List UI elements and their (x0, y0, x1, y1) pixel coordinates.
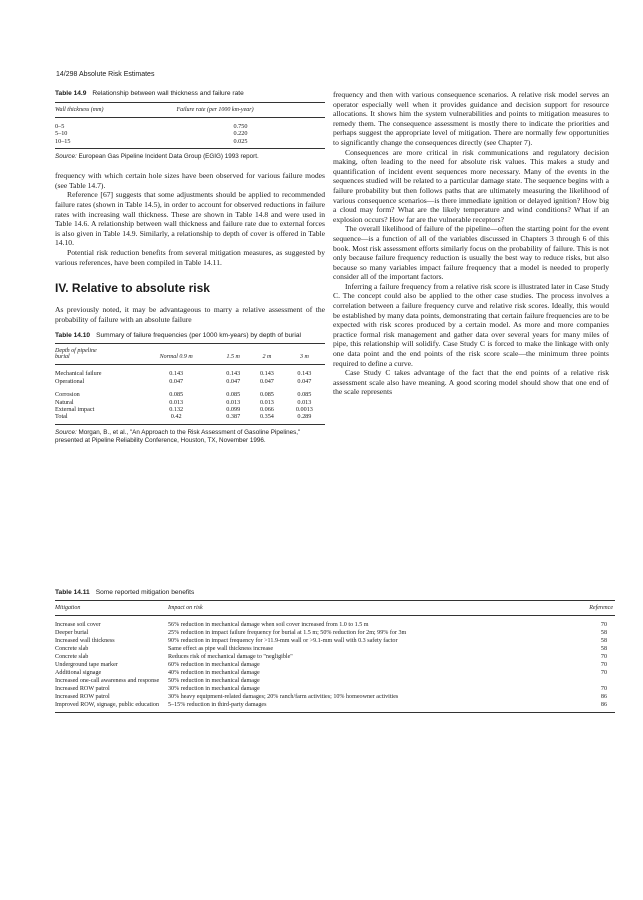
col-header: 1.5 m (226, 354, 240, 361)
table-14-10 (55, 343, 325, 424)
table-14-9-title: Relationship between wall thickness and failure rate (92, 90, 244, 97)
right-column (333, 90, 609, 397)
table-row: Underground tape marker 60% reduction in mechanical damage 70 (55, 662, 607, 668)
left-column (55, 90, 325, 445)
table-14-9-label: Table 14.9 (55, 90, 87, 97)
paragraph: Inferring a failure frequency from a relative risk score is illustrated later in Case Study C. The concept could also be applied to the other case studies. The process involves a correlation between a failure frequency curve and relative risk scores. Ideally, this would be established by many data points, demonstrating that certain failure frequencies are to be expected with risk scores produced by a certain model. As more and more companies practice formal risk management and gather data over several years for many miles of pipe, this relationship will solidify. Case Study C is forced to make the linkage with only one data point and the end points of the risk score scale—the minimum three points required to define a curve. (333, 281, 609, 368)
table-row: Improved ROW, signage, public education 5–15% reduction in third-party damages 86 (55, 701, 615, 713)
col-header: 2 m (262, 354, 272, 361)
paragraph: Reference [67] suggests that some adjustments should be applied to recommended failure rates (shown in Table 14.5), in order to account for observed reductions in failure rates with increasing wall thickness. These are shown in Table 14.8 and were used in Table 14.6. A relationship between wall thickness and failure rate due to external forces is also given in Table 14.9. Similarly, a relationship to depth of cover is offered in Table 14.10. (55, 190, 325, 248)
paragraph: frequency with which certain hole sizes have been observed for various failure modes (see Table 14.7). (55, 171, 325, 190)
table-14-11 (55, 600, 615, 713)
paragraph: Consequences are more critical in risk communications and regulatory decision making, often leading to the need for absolute risk values. This makes a study and quantification of incident event sequences more necessary. Many of the events in the sequences studied will be related to a particular damage state. The sequence begins with a failure probability but then follows paths that are ultimately measuring the likelihood of various consequence scenarios—is there immediate ignition or delayed ignition? How big a cloud may form? What are the likely temperature and wind conditions? What if an explosion occurs? How far are the vulnerable receptors? (333, 147, 609, 224)
table-row: External impact 0.132 0.099 0.066 0.0013 (55, 405, 313, 413)
table-14-10-title: Summary of failure frequencies (per 1000 km-years) by depth of burial (96, 332, 301, 340)
table-row: Total 0.42 0.387 0.354 0.289 (55, 413, 325, 424)
paragraph: As previously noted, it may be advantageous to marry a relative assessment of the probability of failure with an absolute failure (55, 305, 325, 324)
paragraph: The overall likelihood of failure of the pipeline—often the starting point for the event sequence—is a function of all of the variables discussed in Chapters 3 through 6 of this book. Most risk assessment efforts similarly focus on the probability of failure. This is not only because failure frequency reduction is usually the best way to reduce risks, but also because so many variables impact failure frequency that a model is needed to properly consider all of the important factors. (333, 224, 609, 282)
table-row: 10–15 0.025 (55, 138, 325, 149)
table-row: Operational 0.047 0.047 0.047 0.047 (55, 377, 312, 385)
table-14-10-label: Table 14.10 (55, 332, 91, 340)
col-depth: Depth of pipeline burial (55, 348, 97, 361)
col-header: 3 m (299, 354, 309, 361)
table-14-11-label: Table 14.11 (55, 589, 90, 596)
col-wall-thickness: Wall thickness (mm) (55, 107, 104, 113)
table-row: Concrete slab Same effect as pipe wall thickness increase 58 (55, 646, 607, 652)
col-mitigation: Mitigation (55, 605, 81, 611)
table-row: 5–10 0.220 (55, 130, 248, 138)
table-row: Deeper burial 25% reduction in impact failure frequency for burial at 1.5 m; 50% reduction for 2m; 99% for 3m 58 (55, 630, 607, 636)
table-row: Natural 0.013 0.013 0.013 0.013 (55, 398, 312, 406)
table-row: Mechanical failure 0.143 0.143 0.143 0.143 (55, 370, 312, 378)
table-14-9-source: Source: European Gas Pipeline Incident Data Group (EGIG) 1993 report. (55, 153, 259, 161)
table-row: 0–5 0.750 (55, 123, 248, 130)
paragraph: frequency and then with various consequence scenarios. A relative risk model serves an operator especially well when it provides guidance and decision support for resource allocations. It shows him the system vulnerabilities and points to mitigation measures to remedy them. The consequence assessment is mostly there to indicate the priorities and perhaps suggest the appropriate level of mitigation. There are normally few opportunities to significantly change the consequences directly (see Chapter 7). (333, 90, 609, 147)
table-row: Increased wall thickness 90% reduction in impact frequency for >11.9-mm wall or >9.1-mm wall with 0.3 safety factor 58 (55, 638, 607, 644)
paragraph: Case Study C takes advantage of the fact that the end points of a relative risk assessment scale also have meaning. A good scoring model should show that one end of the scale represents (333, 368, 609, 397)
table-14-9-caption (55, 90, 325, 97)
table-row: Concrete slab Reduces risk of mechanical damage to "negligible" 70 (55, 654, 607, 660)
col-header: Normal 0.9 m (159, 354, 193, 361)
table-14-9 (55, 102, 325, 149)
table-row: Increased ROW patrol 30% heavy equipment-related damages; 20% ranch/farm activities; 10% homeowner activities 86 (55, 694, 607, 700)
section-heading: IV. Relative to absolute risk (55, 281, 210, 296)
paragraph: Potential risk reduction benefits from several mitigation measures, as suggested by various references, have been compiled in Table 14.11. (55, 247, 325, 267)
table-14-11-block (55, 589, 615, 713)
table-row: Increased one-call awareness and response 50% reduction in mechanical damage (55, 678, 260, 684)
col-failure-rate: Failure rate (per 1000 km-year) (176, 107, 254, 113)
table-14-10-source: Source: Morgan, B., et al., "An Approach to the Risk Assessment of Gasoline Pipelines," presented at Pipeline Reliability Conference, Houston, TX, November 1996. (55, 428, 301, 444)
table-14-11-title: Some reported mitigation benefits (95, 589, 195, 596)
table-14-10-caption (55, 332, 325, 339)
table-14-11-caption (55, 589, 615, 596)
table-row: Additional signage 40% reduction in mechanical damage 70 (55, 670, 607, 676)
table-row: Increased ROW patrol 30% reduction in mechanical damage 70 (55, 686, 607, 692)
table-row: Corrosion 0.085 0.085 0.085 0.085 (55, 391, 312, 399)
running-header: 14/298 Absolute Risk Estimates (56, 71, 155, 78)
table-row: Increase soil cover 56% reduction in mechanical damage when soil cover increased from 1.0 to 1.5 m 70 (55, 622, 607, 628)
col-impact: Impact on risk (168, 605, 203, 611)
col-reference: Reference (589, 605, 613, 611)
